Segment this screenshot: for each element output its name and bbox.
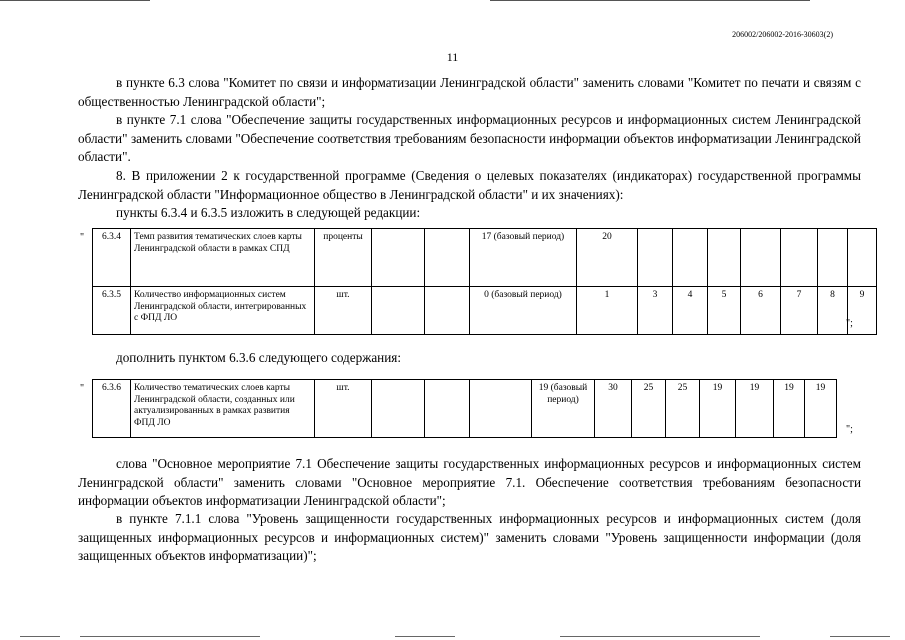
- paragraph-item-7-1-1: в пункте 7.1.1 слова "Уровень защищенности государственных информационных ресурсов и информационных систем (доля защищенных информационных ресурсов и информационных систем)" заменить словами "Уровень защищенности информации (доля защищенных объектов информатизации)";: [78, 511, 861, 563]
- value-cell: 19: [774, 380, 805, 438]
- table2-open-quote: ": [80, 383, 85, 394]
- indicators-table-2: [92, 379, 837, 438]
- value-cell: 19: [736, 380, 774, 438]
- table1-open-quote: ": [80, 232, 85, 243]
- base-period-value: 17 (базовый период): [470, 229, 577, 287]
- document-id: 206002/206002-2016-30603(2): [732, 30, 833, 39]
- indicator-name: Количество тематических слоев карты Ленинградской области, созданных или актуализированных в рамках развития ФПД ЛО: [131, 380, 315, 438]
- value-cell: 5: [708, 287, 741, 335]
- page-number: 11: [446, 50, 459, 64]
- empty-cell: [425, 229, 470, 287]
- paragraph-add-item: дополнить пунктом 6.3.6 следующего содержания:: [116, 350, 402, 365]
- empty-cell: [372, 287, 425, 335]
- value-cell: 6: [741, 287, 781, 335]
- top-border-line: [0, 0, 150, 1]
- value-cell: 19: [805, 380, 837, 438]
- table2-close-quote: ";: [846, 424, 853, 435]
- value-cell: [638, 229, 673, 287]
- value-cell: [848, 229, 877, 287]
- bottom-border-line: [830, 636, 890, 637]
- base-period-value: 19 (базовый период): [532, 380, 595, 438]
- empty-cell: [470, 380, 532, 438]
- unit: шт.: [315, 380, 372, 438]
- bottom-border-line: [20, 636, 60, 637]
- value-cell: 20: [577, 229, 638, 287]
- base-period-value: 0 (базовый период): [470, 287, 577, 335]
- value-cell: [673, 229, 708, 287]
- indicator-name: Темп развития тематических слоев карты Ленинградской области в рамках СПД: [131, 229, 315, 287]
- bottom-border-line: [80, 636, 260, 637]
- table-row: [93, 287, 877, 335]
- bottom-border-line: [560, 636, 760, 637]
- bottom-border-line: [395, 636, 455, 637]
- empty-cell: [425, 287, 470, 335]
- table1-close-quote: ";: [846, 318, 853, 329]
- paragraph-item-6-3: в пункте 6.3 слова "Комитет по связи и информатизации Ленинградской области" заменить словами "Комитет по печати и связям с общественностью Ленинградской области";: [78, 75, 861, 109]
- row-number: 6.3.5: [93, 287, 131, 335]
- indicator-name: Количество информационных систем Ленинградской области, интегрированных с ФПД ЛО: [131, 287, 315, 335]
- value-cell: 25: [632, 380, 666, 438]
- empty-cell: [372, 380, 425, 438]
- paragraph-item-7-1: в пункте 7.1 слова "Обеспечение защиты государственных информационных ресурсов и информационных систем Ленинградской области" заменить словами "Обеспечение соответствия требованиям безопасности информации объектов информатизации Ленинградской области".: [78, 112, 861, 164]
- value-cell: 19: [700, 380, 736, 438]
- table-row: [93, 229, 877, 287]
- unit: проценты: [315, 229, 372, 287]
- value-cell: 4: [673, 287, 708, 335]
- value-cell: 9: [848, 287, 877, 335]
- value-cell: [781, 229, 818, 287]
- value-cell: 25: [666, 380, 700, 438]
- paragraph-items-intro: пункты 6.3.4 и 6.3.5 изложить в следующей редакции:: [116, 205, 421, 220]
- paragraph-appendix-2: 8. В приложении 2 к государственной программе (Сведения о целевых показателях (индикаторах) государственной программы Ленинградской области "Информационное общество в Ленинградской области" и их значениях):: [78, 168, 861, 202]
- row-number: 6.3.6: [93, 380, 131, 438]
- paragraph-activity-7-1: слова "Основное мероприятие 7.1 Обеспечение защиты государственных информационных ресурсов и информационных систем Ленинградской области" заменить словами "Основное мероприятие 7.1. Обеспечение соответствия требованиям безопасности информации объектов информатизации Ленинградской области";: [78, 456, 861, 508]
- value-cell: [708, 229, 741, 287]
- value-cell: 3: [638, 287, 673, 335]
- table-row: [93, 380, 837, 438]
- value-cell: 1: [577, 287, 638, 335]
- unit: шт.: [315, 287, 372, 335]
- empty-cell: [425, 380, 470, 438]
- top-border-line: [490, 0, 810, 1]
- value-cell: 8: [818, 287, 848, 335]
- indicators-table-1: [92, 228, 877, 335]
- empty-cell: [372, 229, 425, 287]
- row-number: 6.3.4: [93, 229, 131, 287]
- value-cell: [741, 229, 781, 287]
- value-cell: 30: [595, 380, 632, 438]
- value-cell: [818, 229, 848, 287]
- value-cell: 7: [781, 287, 818, 335]
